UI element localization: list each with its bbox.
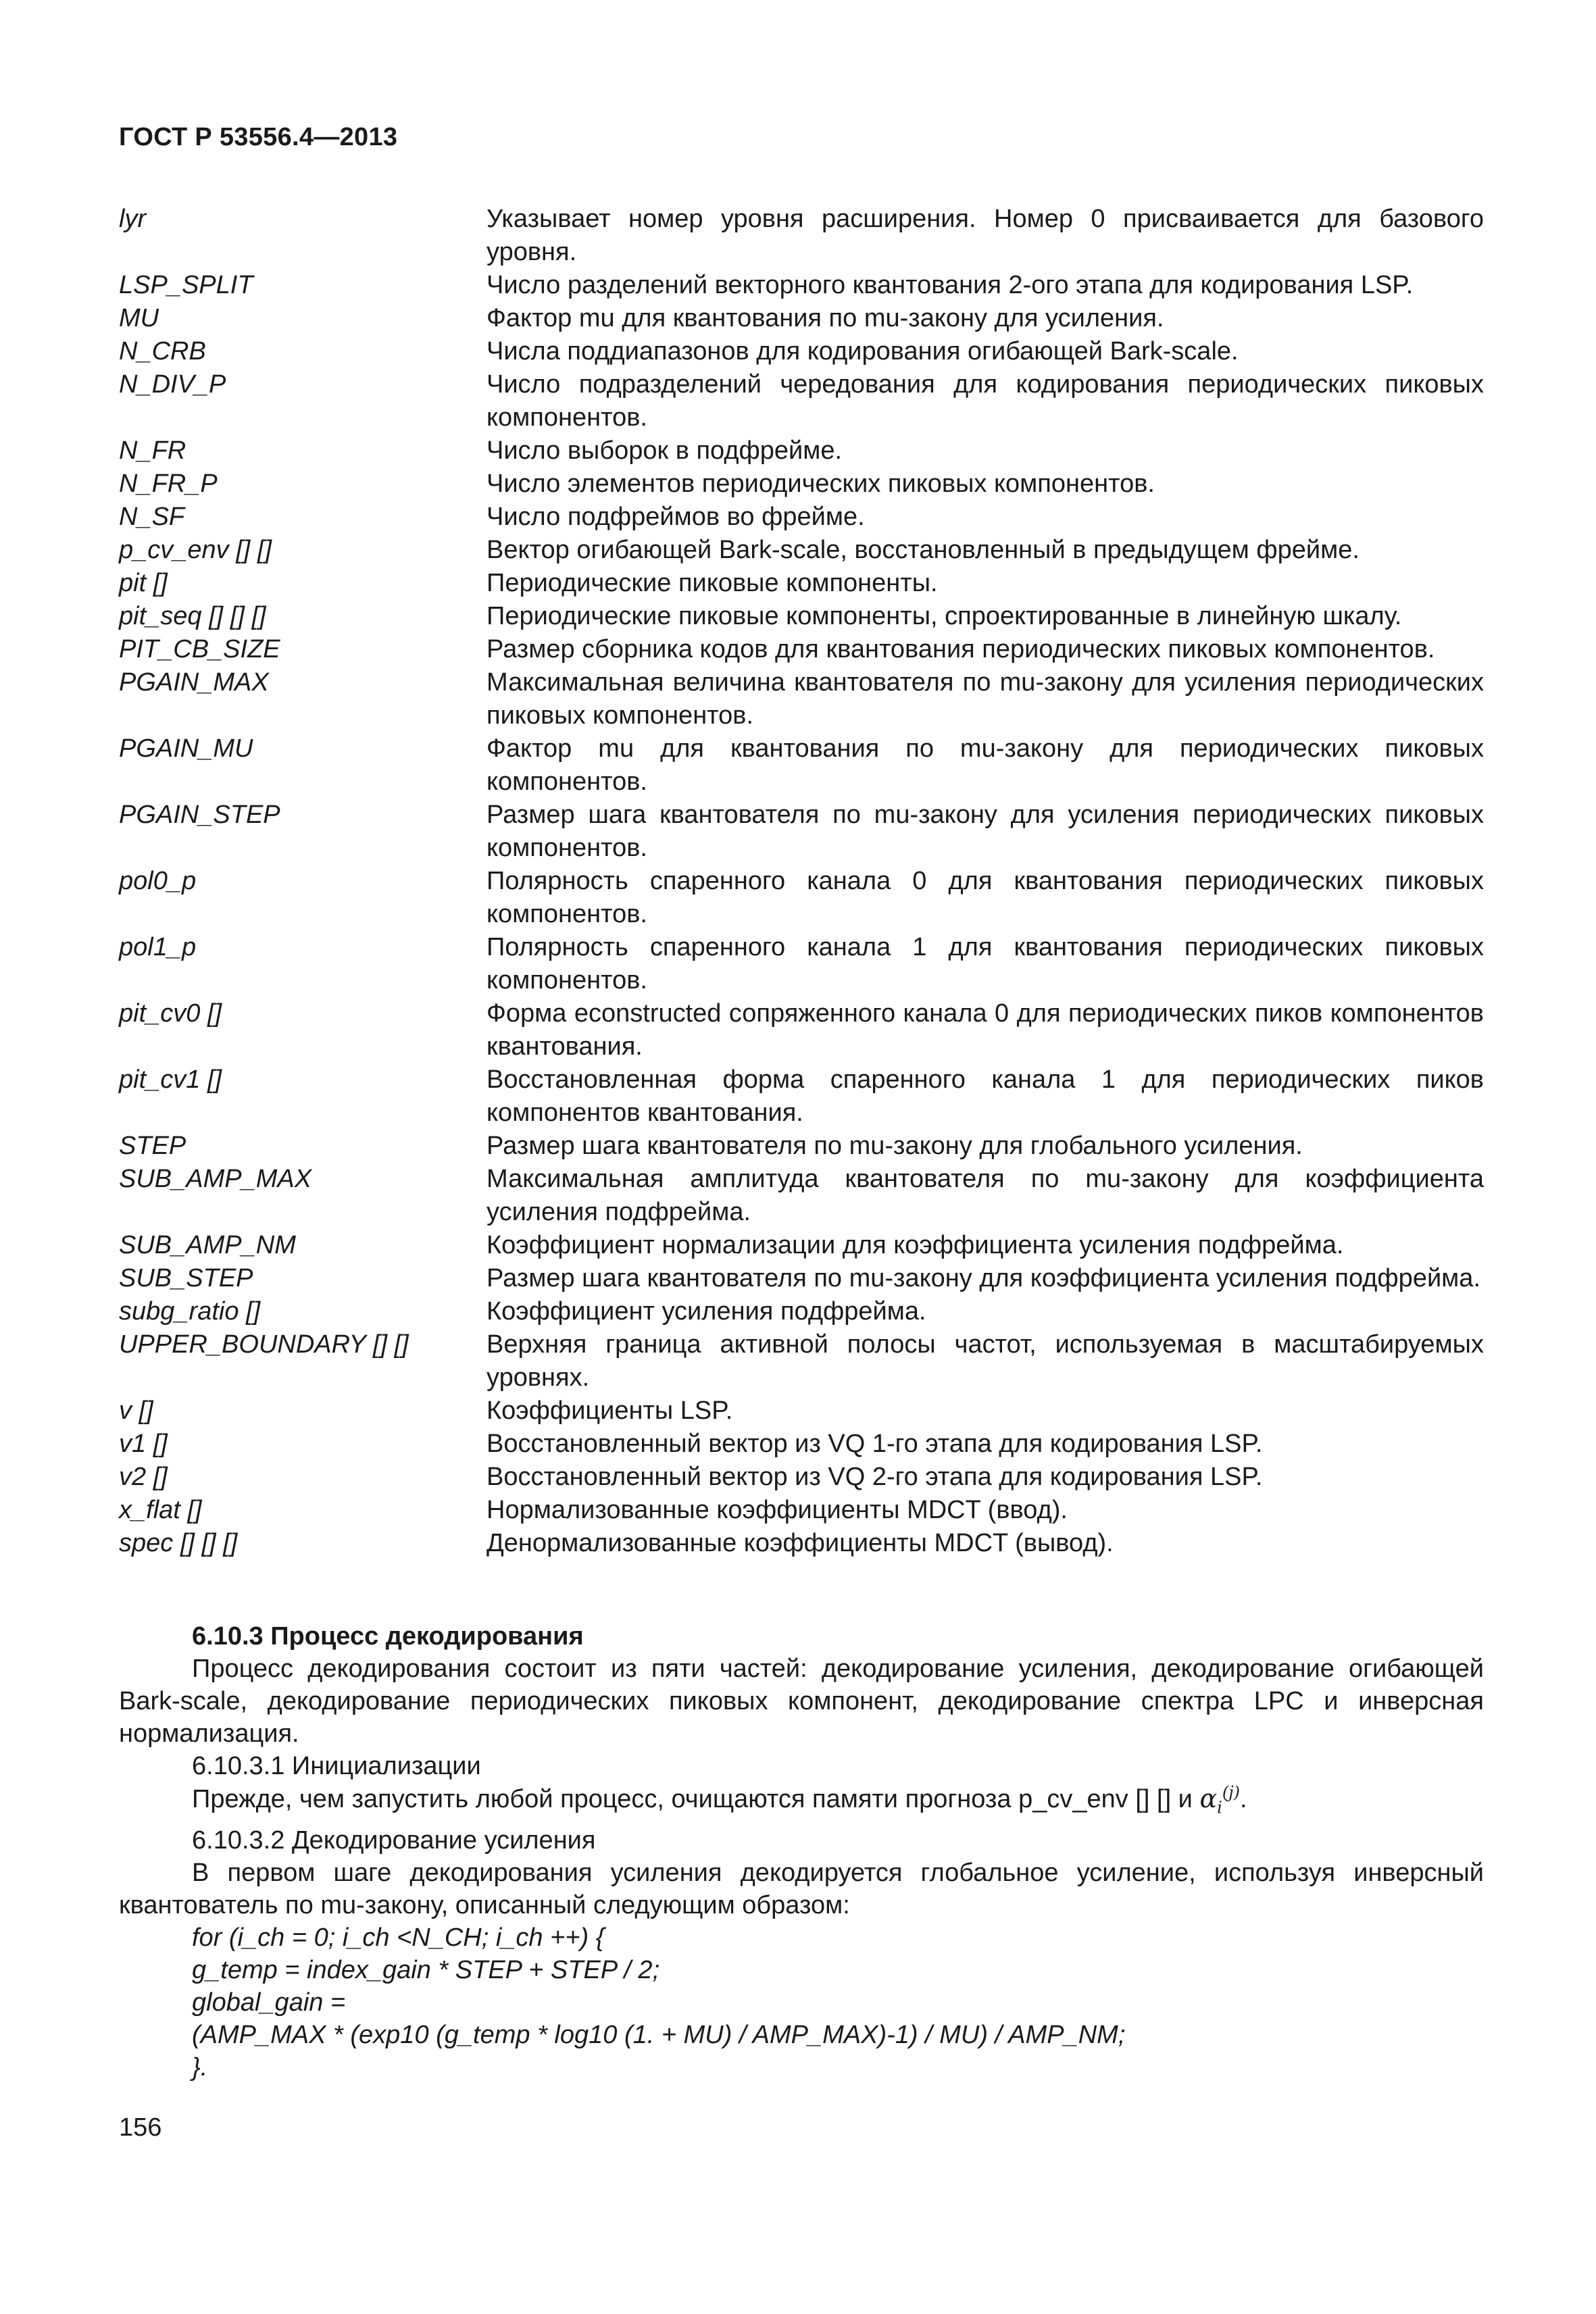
definition-description: Максимальная величина квантователя по mu-закону для усиления периодических пиковых компонентов. xyxy=(487,668,1484,730)
definition-row xyxy=(119,368,1484,434)
definition-description: Восстановленный вектор из VQ 2-го этапа для кодирования LSP. xyxy=(487,1463,1263,1491)
definition-description: Периодические пиковые компоненты, спроектированные в линейную шкалу. xyxy=(487,602,1402,630)
definition-description: Число выборок в подфрейме. xyxy=(487,436,843,465)
definition-row xyxy=(119,434,1484,468)
section-body xyxy=(119,1620,1484,2084)
definition-row xyxy=(119,1394,1484,1428)
definition-term: SUB_AMP_MAX xyxy=(119,1165,312,1193)
definition-row xyxy=(119,567,1484,600)
code-line: for (i_ch = 0; i_ch <N_CH; i_ch ++) { xyxy=(192,1923,605,1952)
definition-row xyxy=(119,501,1484,534)
definition-term: SUB_STEP xyxy=(119,1264,253,1292)
definition-description: Нормализованные коэффициенты MDCT (ввод). xyxy=(487,1496,1068,1524)
definition-term: PGAIN_MU xyxy=(119,734,253,763)
definition-term: PGAIN_STEP xyxy=(119,801,280,829)
definition-term: spec [] [] [] xyxy=(119,1529,238,1557)
code-line: g_temp = index_gain * STEP + STEP / 2; xyxy=(192,1955,660,1984)
definition-term: PIT_CB_SIZE xyxy=(119,635,280,663)
definition-row xyxy=(119,203,1484,269)
definition-description: Число подфреймов во фрейме. xyxy=(487,503,865,531)
definition-description: Коэффициенты LSP. xyxy=(487,1397,733,1425)
alpha-symbol xyxy=(1199,1783,1240,1817)
definition-term: pit [] xyxy=(119,569,168,597)
definition-description: Вектор огибающей Bark-scale, восстановленный в предыдущем фрейме. xyxy=(487,536,1360,564)
definition-term: pit_cv1 [] xyxy=(119,1065,222,1094)
definition-term: p_cv_env [] [] xyxy=(119,536,272,564)
definition-row xyxy=(119,1163,1484,1229)
definition-term: pol0_p xyxy=(119,867,197,895)
definition-term: N_SF xyxy=(119,503,185,531)
definition-description: Размер шага квантователя по mu-закону для усиления периодических пиковых компонентов. xyxy=(487,801,1484,862)
init-paragraph xyxy=(119,1782,1484,1824)
definition-term: N_FR_P xyxy=(119,470,218,498)
code-line: global_gain = xyxy=(192,1988,346,2017)
definition-description: Максимальная амплитуда квантователя по mu-закону для коэффициента усиления подфрейма. xyxy=(487,1165,1484,1226)
definition-row xyxy=(119,1527,1484,1560)
definition-description: Денормализованные коэффициенты MDCT (вывод). xyxy=(487,1529,1114,1557)
definition-description: Размер шага квантователя по mu-закону для коэффициента усиления подфрейма. xyxy=(487,1264,1480,1292)
definition-term: UPPER_BOUNDARY [] [] xyxy=(119,1330,409,1359)
definition-description: Восстановленная форма спаренного канала 1 для периодических пиков компонентов квантования. xyxy=(487,1065,1484,1127)
definition-term: N_DIV_P xyxy=(119,370,226,399)
definition-term: pit_seq [] [] [] xyxy=(119,602,266,630)
definition-row xyxy=(119,1130,1484,1163)
definition-term: x_flat [] xyxy=(119,1496,202,1524)
definition-row xyxy=(119,931,1484,997)
alpha-subscript: i xyxy=(1217,1798,1222,1817)
definition-description: Полярность спаренного канала 0 для квантования периодических пиковых компонентов. xyxy=(487,867,1484,928)
definition-term: pit_cv0 [] xyxy=(119,999,222,1028)
definition-row xyxy=(119,997,1484,1063)
definition-term: N_CRB xyxy=(119,337,206,366)
definition-row xyxy=(119,1428,1484,1461)
definition-description: Форма econstructed сопряженного канала 0 для периодических пиков компонентов квантования. xyxy=(487,999,1484,1061)
page-number: 156 xyxy=(119,2113,162,2142)
definition-term: N_FR xyxy=(119,436,186,465)
definition-description: Фактор mu для квантования по mu-закону для периодических пиковых компонентов. xyxy=(487,734,1484,796)
definition-row xyxy=(119,1229,1484,1262)
definition-description: Указывает номер уровня расширения. Номер 0 присваивается для базового уровня. xyxy=(487,205,1484,266)
code-line: (AMP_MAX * (exp10 (g_temp * log10 (1. + MU) / AMP_MAX)-1) / MU) / AMP_NM; xyxy=(192,2020,1126,2049)
definition-description: Число элементов периодических пиковых компонентов. xyxy=(487,470,1155,498)
definition-description: Размер сборника кодов для квантования периодических пиковых компонентов. xyxy=(487,635,1435,663)
definition-term: subg_ratio [] xyxy=(119,1297,261,1326)
init-end: . xyxy=(1240,1785,1247,1813)
definition-description: Коэффициент нормализации для коэффициента усиления подфрейма. xyxy=(487,1231,1344,1259)
code-block xyxy=(119,1921,1484,2084)
definition-description: Размер шага квантователя по mu-закону для глобального усиления. xyxy=(487,1132,1303,1160)
definition-description: Коэффициент усиления подфрейма. xyxy=(487,1297,926,1326)
standard-header: ГОСТ Р 53556.4—2013 xyxy=(119,123,398,151)
definition-term: v2 [] xyxy=(119,1463,168,1491)
definition-row xyxy=(119,666,1484,732)
definition-row xyxy=(119,1262,1484,1295)
init-text: Прежде, чем запустить любой процесс, очищаются памяти прогноза p_cv_env [] [] и xyxy=(192,1785,1193,1813)
definition-term: pol1_p xyxy=(119,933,197,961)
definition-row xyxy=(119,534,1484,567)
definition-row xyxy=(119,468,1484,501)
subsection-title-gain: 6.10.3.2 Декодирование усиления xyxy=(192,1826,596,1855)
definition-row xyxy=(119,1063,1484,1130)
definitions-list xyxy=(119,203,1484,1560)
definition-row xyxy=(119,335,1484,368)
subsection-title-init: 6.10.3.1 Инициализации xyxy=(192,1752,481,1780)
section-title: 6.10.3 Процесс декодирования xyxy=(192,1622,584,1651)
section-intro: Процесс декодирования состоит из пяти частей: декодирование усиления, декодирование огибающей Bark-scale, декодирование периодических пиковых компонент, декодирование спектра LPC и инверсная нормализация. xyxy=(119,1655,1484,1748)
definition-row xyxy=(119,1328,1484,1394)
definition-description: Числа поддиапазонов для кодирования огибающей Bark-scale. xyxy=(487,337,1239,366)
definition-description: Восстановленный вектор из VQ 1-го этапа для кодирования LSP. xyxy=(487,1430,1263,1458)
definition-term: LSP_SPLIT xyxy=(119,271,253,299)
definition-term: lyr xyxy=(119,205,147,233)
definition-row xyxy=(119,1295,1484,1328)
gain-paragraph: В первом шаге декодирования усиления декодируется глобальное усиление, используя инверсный квантователь по mu-закону, описанный следующим образом: xyxy=(119,1858,1484,1919)
definition-description: Число подразделений чередования для кодирования периодических пиковых компонентов. xyxy=(487,370,1484,432)
definition-term: STEP xyxy=(119,1132,186,1160)
definition-row xyxy=(119,865,1484,931)
definition-description: Полярность спаренного канала 1 для квантования периодических пиковых компонентов. xyxy=(487,933,1484,995)
definition-description: Число разделений векторного квантования 2-ого этапа для кодирования LSP. xyxy=(487,271,1414,299)
definition-row xyxy=(119,633,1484,666)
definition-row xyxy=(119,1461,1484,1494)
definition-description: Фактор mu для квантования по mu-закону для усиления. xyxy=(487,304,1164,332)
definition-row xyxy=(119,1494,1484,1527)
definition-term: SUB_AMP_NM xyxy=(119,1231,296,1259)
definition-row xyxy=(119,732,1484,799)
definition-description: Верхняя граница активной полосы частот, используемая в масштабируемых уровнях. xyxy=(487,1330,1484,1392)
definition-row xyxy=(119,600,1484,633)
definition-term: v1 [] xyxy=(119,1430,168,1458)
definition-row xyxy=(119,799,1484,865)
alpha-letter: α xyxy=(1199,1784,1218,1813)
definition-row xyxy=(119,302,1484,335)
alpha-superscript: (j) xyxy=(1222,1783,1240,1802)
definition-description: Периодические пиковые компоненты. xyxy=(487,569,938,597)
definition-row xyxy=(119,269,1484,302)
code-line: }. xyxy=(192,2053,208,2082)
definition-term: v [] xyxy=(119,1397,153,1425)
definition-term: PGAIN_MAX xyxy=(119,668,269,697)
definition-term: MU xyxy=(119,304,159,332)
